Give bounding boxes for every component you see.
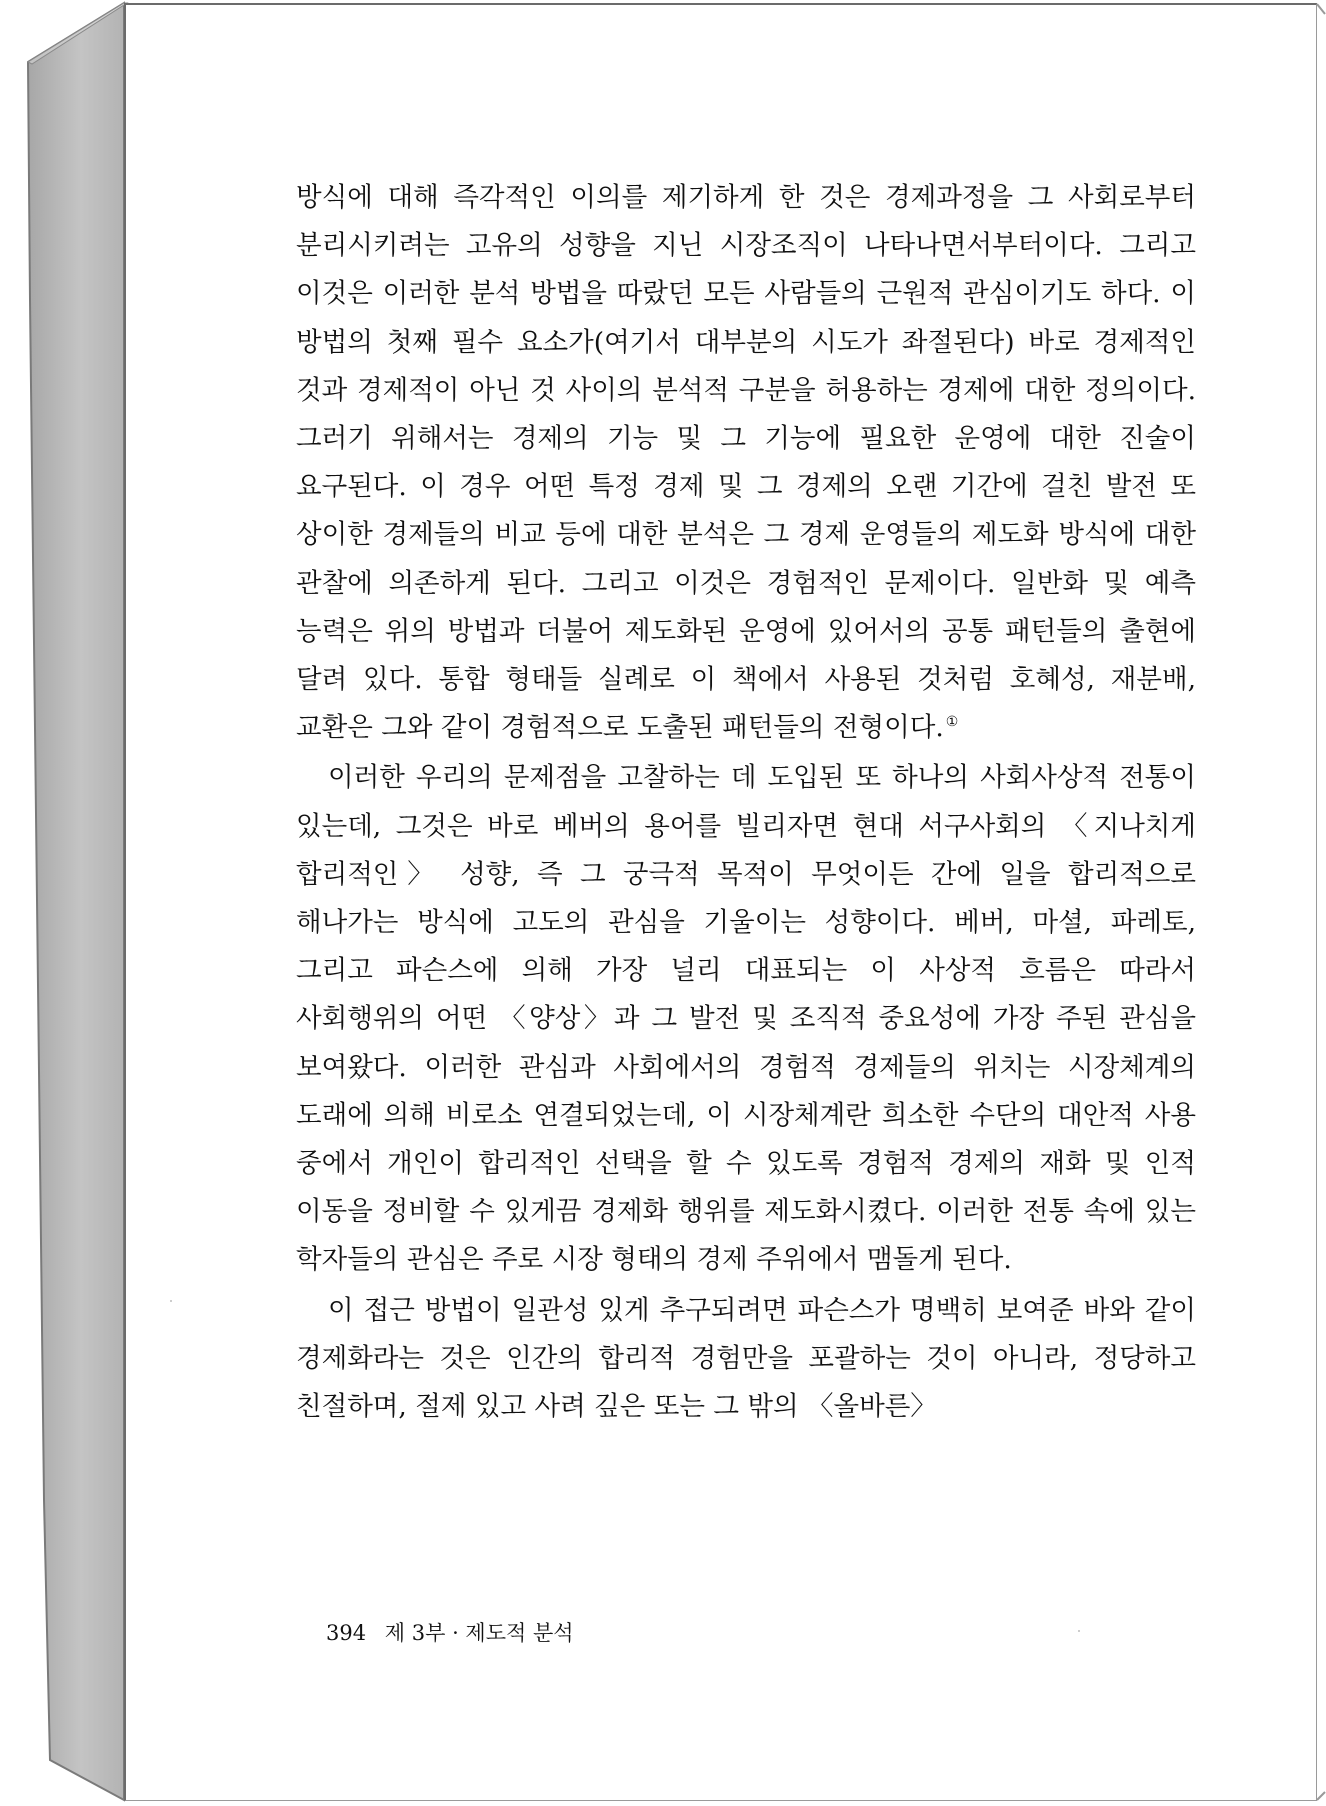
paragraph-2: 이러한 우리의 문제점을 고찰하는 데 도입된 또 하나의 사회사상적 전통이 있는데, 그것은 바로 베버의 용어를 빌리자면 현대 서구사회의 〈지나치게 합리적인〉 성향, 즉 그 궁극적 목적이 무엇이든 간에 일을 합리적으로 해나가는 방식에 고도의 관심을 기울이는 성향이다. 베버, 마셜, 파레토, 그리고 파슨스에 의해 가장 널리 대표되는 이 사상적 흐름은 따라서 사회행위의 어떤 〈양상〉과 그 발전 및 조직적 중요성에 가장 주된 관심을 보여왔다. 이러한 관심과 사회에서의 경험적 경제들의 위치는 시장체계의 도래에 의해 비로소 연결되었는데, 이 시장체계란 희소한 수단의 대안적 사용 중에서 개인이 합리적인 선택을 할 수 있도록 경험적 경제의 재화 및 인적 이동을 정비할 수 있게끔 경제화 행위를 제도화시켰다. 이러한 전통 속에 있는 학자들의 관심은 주로 시장 형태의 경제 주위에서 맴돌게 된다. <box>296 762 1196 1276</box>
paragraph-1 <box>296 174 1196 752</box>
page-body-text <box>296 174 1196 1431</box>
scan-speck <box>170 1300 172 1302</box>
paragraph-1-text: 방식에 대해 즉각적인 이의를 제기하게 한 것은 경제과정을 그 사회로부터 분리시키려는 고유의 성향을 지닌 시장조직이 나타나면서부터이다. 그리고 이것은 이러한 분석 방법을 따랐던 모든 사람들의 근원적 관심이기도 하다. 이 방법의 첫째 필수 요소가(여기서 대부분의 시도가 좌절된다) 바로 경제적인 것과 경제적이 아닌 것 사이의 분석적 구분을 허용하는 경제에 대한 정의이다. 그러기 위해서는 경제의 기능 및 그 기능에 필요한 운영에 대한 진술이 요구된다. 이 경우 어떤 특정 경제 및 그 경제의 오랜 기간에 걸친 발전 또 상이한 경제들의 비교 등에 대한 분석은 그 경제 운영들의 제도화 방식에 대한 관찰에 의존하게 된다. 그리고 이것은 경험적인 문제이다. 일반화 및 예측 능력은 위의 방법과 더불어 제도화된 운영에 있어서의 공통 패턴들의 출현에 달려 있다. 통합 형태들 실례로 이 책에서 사용된 것처럼 호혜성, 재분배, 교환은 그와 같이 경험적으로 도출된 패턴들의 전형이다. <box>296 182 1196 744</box>
page-number: 394 <box>326 1621 367 1645</box>
footnote-marker: ① <box>945 714 959 731</box>
page-footer <box>326 1617 574 1647</box>
paragraph-3: 이 접근 방법이 일관성 있게 추구되려면 파슨스가 명백히 보여준 바와 같이 경제화라는 것은 인간의 합리적 경험만을 포괄하는 것이 아니라, 정당하고 친절하며, 절제 있고 사려 깊은 또는 그 밖의 〈올바른〉 <box>296 1294 1196 1423</box>
section-title: 제 3부 · 제도적 분석 <box>384 1621 574 1645</box>
book-spine-edge <box>28 3 124 1800</box>
scan-speck <box>1078 1630 1080 1632</box>
